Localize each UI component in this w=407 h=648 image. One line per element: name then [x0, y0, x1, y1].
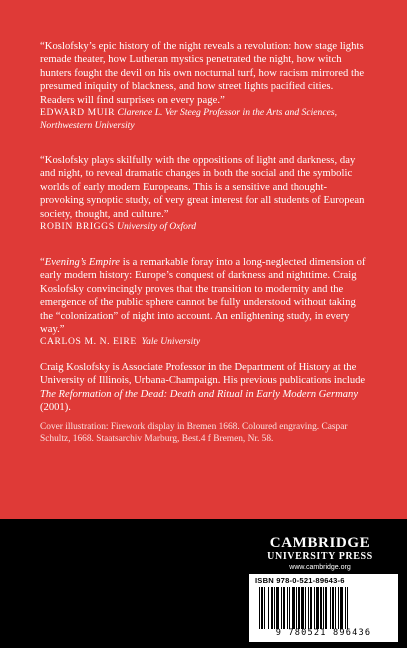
- reviewer-name: EDWARD MUIR: [40, 107, 116, 119]
- blurb-quote: “Koslofsky plays skilfully with the oppositions of light and darkness, day and night, to reveal dramatic changes in both the social and the symbolic worlds of early modern Europeans. This is a sensitive and thought-provoking synoptic study, of very great interest for all students of European society, thought, and culture.”: [40, 155, 365, 220]
- blurb-attribution: [40, 221, 370, 234]
- reviewer-affiliation: University of Oxford: [117, 221, 197, 233]
- cover-credit: [40, 421, 370, 446]
- publisher-name-line2: UNIVERSITY PRESS: [267, 551, 373, 562]
- reviewer-affiliation: Clarence L. Ver Steeg Professor in the Arts and Sciences, Northwestern University: [40, 107, 337, 131]
- bio-text: Craig Koslofsky is Associate Professor in the Department of History at the University of Illinois, Urbana-Champaign. His previous publications include: [40, 362, 366, 387]
- blurb-attribution: [40, 336, 370, 349]
- publisher-name: CAMBRIDGE: [269, 535, 371, 551]
- blurb-eire: [40, 256, 370, 349]
- blurb-briggs: [40, 154, 370, 234]
- quote-open: “: [40, 257, 45, 268]
- reviewer-name: CARLOS M. N. EIRE: [40, 336, 137, 348]
- cover-credit-text: Cover illustration: Firework display in Bremen 1668. Coloured engraving. Caspar Schultz, 1668. Staatsarchiv Marburg, Best.4 f Bremen, Nr. 58.: [40, 422, 348, 445]
- blurb-quote: [40, 256, 370, 336]
- bio-tail: (2001).: [40, 402, 71, 414]
- barcode-panel: [249, 574, 398, 642]
- barcode-icon: [257, 587, 391, 629]
- reviewer-name: ROBIN BRIGGS: [40, 221, 115, 233]
- author-bio: [40, 361, 370, 415]
- blurb-attribution: [40, 107, 370, 132]
- publisher-logo: [250, 535, 390, 572]
- publisher-url: www.cambridge.org: [289, 564, 351, 571]
- reviewer-affiliation: Yale University: [141, 336, 201, 348]
- bio-book-title: The Reformation of the Dead: Death and Ritual in Early Modern Germany: [40, 388, 359, 400]
- blurb-quote: “Koslofsky’s epic history of the night reveals a revolution: how stage lights remade theater, how Lutheran mystics penetrated the night, how witch hunters fought the devil on his own nocturnal turf, how racism mirrored the presumed iniquity of blackness, and how street lights pacified cities. Readers will find surprises on every page.”: [40, 41, 365, 106]
- book-title: Evening’s Empire: [44, 257, 120, 268]
- barcode-digits: 9 780521 896436: [275, 628, 372, 638]
- blurb-muir: [40, 40, 370, 132]
- quote-body: is a remarkable foray into a long-neglected dimension of early modern history: Europe’s conquest of darkness and nighttime. Craig Koslofsky convincingly proves that the transition to modernity and the emergence of the public sphere cannot be fully understood without taking the “colonization” of night into account. An enlightening study, in every way.”: [40, 257, 366, 336]
- isbn-label: ISBN 978-0-521-89643-6: [255, 576, 345, 585]
